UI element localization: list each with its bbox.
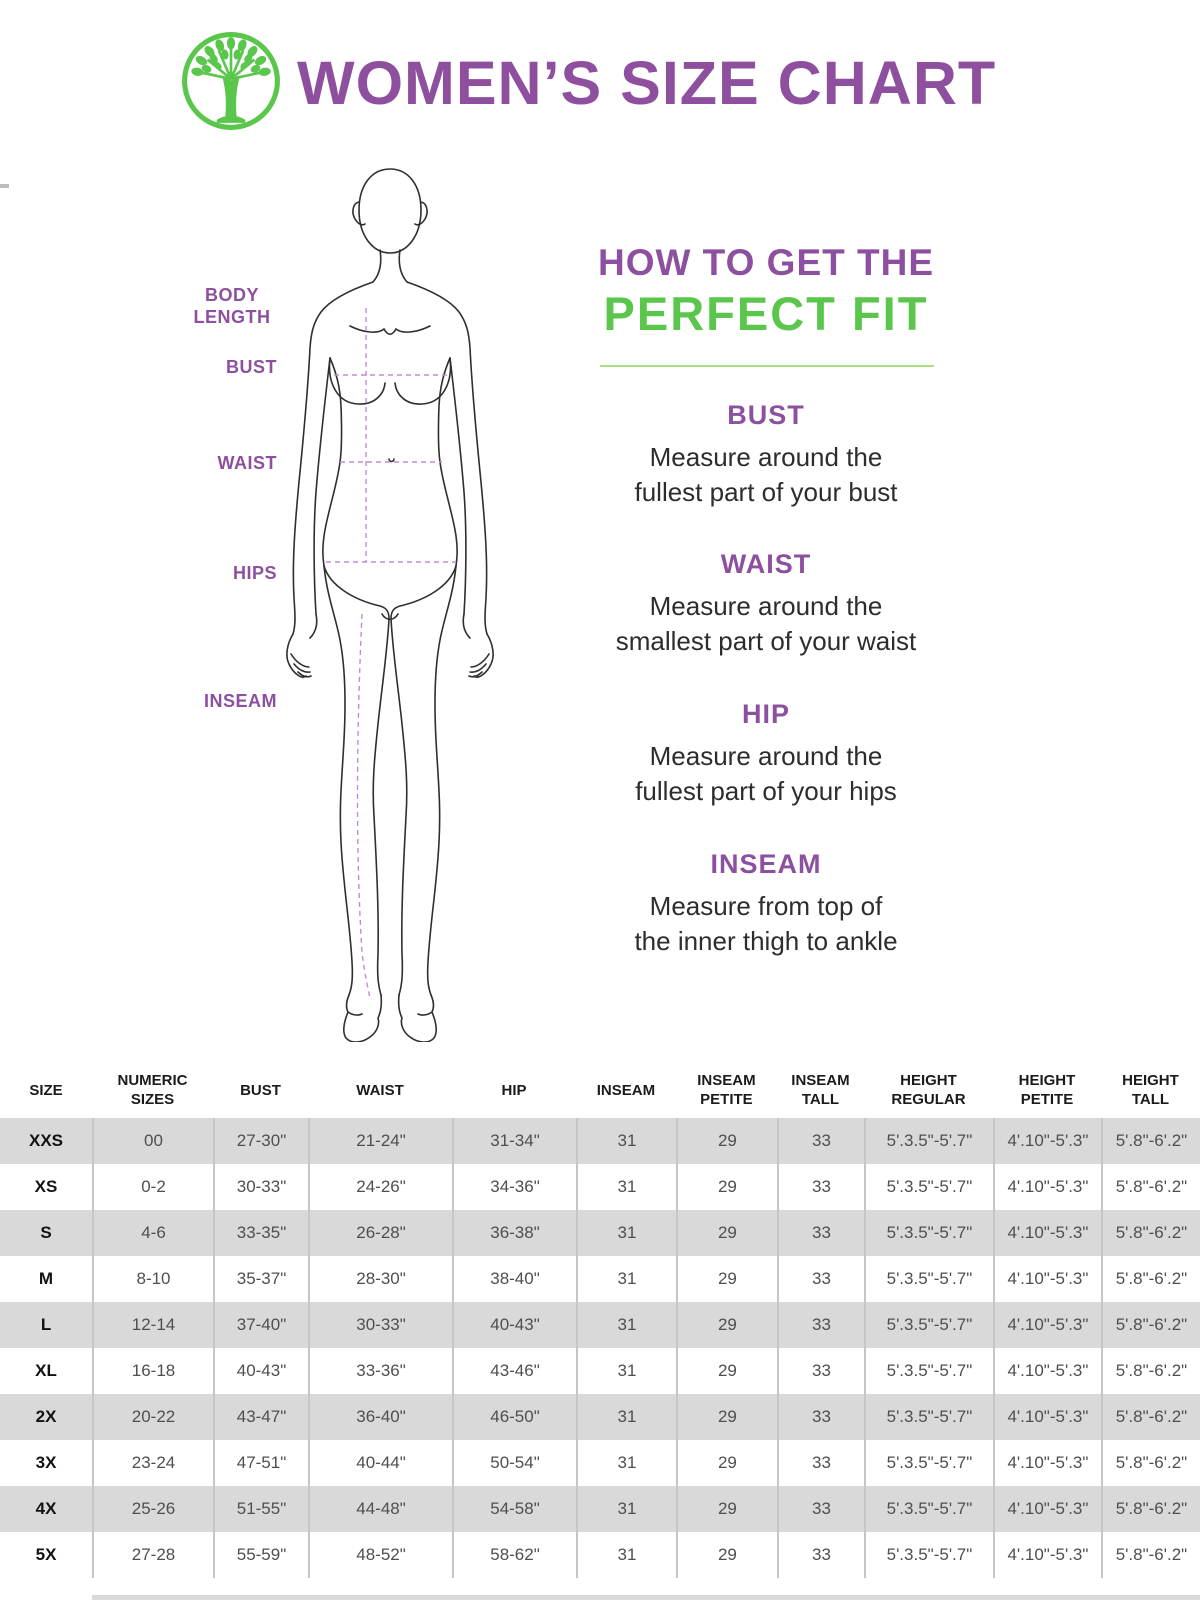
table-cell: 33 bbox=[777, 1394, 864, 1440]
column-header-numeric-sizes: NUMERIC SIZES bbox=[117, 1072, 188, 1108]
table-cell: 23-24 bbox=[92, 1440, 213, 1486]
table-cell: 33 bbox=[777, 1486, 864, 1532]
table-cell: 29 bbox=[676, 1348, 777, 1394]
green-divider-line bbox=[600, 365, 934, 367]
section-text: Measure around the bbox=[649, 591, 883, 621]
table-row-xxs bbox=[0, 1118, 1200, 1164]
table-cell: 46-50" bbox=[452, 1394, 576, 1440]
table-cell: 5'.3.5"-5'.7" bbox=[864, 1486, 993, 1532]
figure-label-hips: HIPS bbox=[232, 563, 277, 583]
tree-logo-icon bbox=[180, 30, 282, 132]
table-cell: 29 bbox=[676, 1164, 777, 1210]
size-label: XS bbox=[34, 1177, 58, 1196]
section-text: Measure around the bbox=[649, 741, 883, 771]
table-cell: 43-47" bbox=[213, 1394, 308, 1440]
table-cell: 5'.3.5"-5'.7" bbox=[864, 1210, 993, 1256]
table-cell: 4-6 bbox=[92, 1210, 213, 1256]
table-cell: 5'.8"-6'.2" bbox=[1101, 1348, 1200, 1394]
table-cell: 5'.8"-6'.2" bbox=[1101, 1164, 1200, 1210]
column-header-height-regular: HEIGHT REGULAR bbox=[891, 1072, 966, 1108]
table-cell: 29 bbox=[676, 1532, 777, 1578]
table-cell: 4'.10"-5'.3" bbox=[993, 1394, 1101, 1440]
section-title: WAIST bbox=[720, 549, 812, 579]
table-cell: 30-33" bbox=[308, 1302, 452, 1348]
table-cell: 33 bbox=[777, 1118, 864, 1164]
table-cell: 5'.3.5"-5'.7" bbox=[864, 1164, 993, 1210]
size-label: M bbox=[38, 1269, 54, 1288]
table-cell: 24-26" bbox=[308, 1164, 452, 1210]
table-cell: 29 bbox=[676, 1394, 777, 1440]
table-cell: 31 bbox=[576, 1118, 676, 1164]
fit-guide-heading-line2: PERFECT FIT bbox=[603, 287, 929, 340]
table-cell: 31 bbox=[576, 1256, 676, 1302]
table-cell: 5'.3.5"-5'.7" bbox=[864, 1348, 993, 1394]
table-cell: 44-48" bbox=[308, 1486, 452, 1532]
table-row-s bbox=[0, 1210, 1200, 1256]
table-cell: 31 bbox=[576, 1302, 676, 1348]
table-row-l bbox=[0, 1302, 1200, 1348]
table-cell: 48-52" bbox=[308, 1532, 452, 1578]
figure-label-inseam: INSEAM bbox=[203, 691, 277, 711]
table-cell: 00 bbox=[92, 1118, 213, 1164]
table-bottom-strip bbox=[92, 1595, 1200, 1600]
table-row-3x bbox=[0, 1440, 1200, 1486]
table-cell: 29 bbox=[676, 1210, 777, 1256]
table-cell: 28-30" bbox=[308, 1256, 452, 1302]
table-cell: 16-18 bbox=[92, 1348, 213, 1394]
table-cell: 5'.8"-6'.2" bbox=[1101, 1302, 1200, 1348]
table-cell: 29 bbox=[676, 1118, 777, 1164]
section-title: BUST bbox=[727, 400, 805, 430]
table-cell: 4'.10"-5'.3" bbox=[993, 1532, 1101, 1578]
table-cell: 29 bbox=[676, 1486, 777, 1532]
table-cell: 26-28" bbox=[308, 1210, 452, 1256]
size-label: S bbox=[40, 1223, 52, 1242]
section-text: fullest part of your bust bbox=[634, 477, 898, 507]
table-cell: 4'.10"-5'.3" bbox=[993, 1118, 1101, 1164]
size-label: XXS bbox=[29, 1131, 64, 1150]
table-cell: 38-40" bbox=[452, 1256, 576, 1302]
table-cell: 33-36" bbox=[308, 1348, 452, 1394]
table-cell: 30-33" bbox=[213, 1164, 308, 1210]
table-cell: 4'.10"-5'.3" bbox=[993, 1440, 1101, 1486]
table-cell: 4'.10"-5'.3" bbox=[993, 1210, 1101, 1256]
figure-label-bust: BUST bbox=[226, 357, 277, 377]
table-row-5x bbox=[0, 1532, 1200, 1578]
table-row-m bbox=[0, 1256, 1200, 1302]
table-cell: 40-44" bbox=[308, 1440, 452, 1486]
table-body bbox=[0, 1118, 1200, 1578]
column-header-height-petite: HEIGHT PETITE bbox=[1018, 1072, 1076, 1108]
table-cell: 31 bbox=[576, 1532, 676, 1578]
table-cell: 20-22 bbox=[92, 1394, 213, 1440]
table-cell: 33 bbox=[777, 1302, 864, 1348]
table-cell: 33 bbox=[777, 1532, 864, 1578]
column-header-size: SIZE bbox=[29, 1081, 63, 1099]
table-cell: 54-58" bbox=[452, 1486, 576, 1532]
table-cell: 5'.8"-6'.2" bbox=[1101, 1532, 1200, 1578]
table-cell: 40-43" bbox=[452, 1302, 576, 1348]
table-cell: 31-34" bbox=[452, 1118, 576, 1164]
table-cell: 34-36" bbox=[452, 1164, 576, 1210]
inseam-measure-line bbox=[357, 614, 370, 998]
table-cell: 27-30" bbox=[213, 1118, 308, 1164]
table-cell: 33 bbox=[777, 1348, 864, 1394]
column-header-inseam-tall: INSEAM TALL bbox=[791, 1072, 850, 1108]
table-cell: 31 bbox=[576, 1440, 676, 1486]
table-cell: 55-59" bbox=[213, 1532, 308, 1578]
column-header-waist: WAIST bbox=[356, 1081, 404, 1099]
figure-label-body-length: BODY LENGTH bbox=[193, 285, 271, 327]
table-cell: 35-37" bbox=[213, 1256, 308, 1302]
table-header-row bbox=[0, 1062, 1200, 1118]
section-text: the inner thigh to ankle bbox=[634, 926, 898, 956]
table-cell: 4'.10"-5'.3" bbox=[993, 1348, 1101, 1394]
table-cell: 5'.8"-6'.2" bbox=[1101, 1394, 1200, 1440]
table-row-xl bbox=[0, 1348, 1200, 1394]
table-cell: 0-2 bbox=[92, 1164, 213, 1210]
page-title: WOMEN’S SIZE CHART bbox=[297, 49, 997, 117]
table-cell: 4'.10"-5'.3" bbox=[993, 1486, 1101, 1532]
table-cell: 5'.3.5"-5'.7" bbox=[864, 1532, 993, 1578]
table-cell: 5'.3.5"-5'.7" bbox=[864, 1256, 993, 1302]
size-label: 3X bbox=[35, 1453, 57, 1472]
table-cell: 8-10 bbox=[92, 1256, 213, 1302]
column-header-inseam: INSEAM bbox=[596, 1081, 656, 1099]
table-cell: 5'.3.5"-5'.7" bbox=[864, 1440, 993, 1486]
table-cell: 31 bbox=[576, 1486, 676, 1532]
table-cell: 29 bbox=[676, 1302, 777, 1348]
table-cell: 25-26 bbox=[92, 1486, 213, 1532]
table-row-4x bbox=[0, 1486, 1200, 1532]
section-title: INSEAM bbox=[710, 849, 822, 879]
left-edge-mark bbox=[0, 184, 9, 188]
table-cell: 5'.8"-6'.2" bbox=[1101, 1486, 1200, 1532]
section-text: Measure around the bbox=[649, 442, 883, 472]
figure-label-waist: WAIST bbox=[217, 453, 277, 473]
table-cell: 5'.8"-6'.2" bbox=[1101, 1210, 1200, 1256]
table-cell: 33 bbox=[777, 1256, 864, 1302]
table-cell: 5'.3.5"-5'.7" bbox=[864, 1394, 993, 1440]
table-cell: 31 bbox=[576, 1210, 676, 1256]
table-cell: 4'.10"-5'.3" bbox=[993, 1164, 1101, 1210]
table-cell: 29 bbox=[676, 1256, 777, 1302]
column-header-height-tall: HEIGHT TALL bbox=[1122, 1072, 1179, 1108]
table-cell: 4'.10"-5'.3" bbox=[993, 1302, 1101, 1348]
size-label: 4X bbox=[35, 1499, 57, 1518]
fit-section-hip bbox=[520, 699, 1012, 809]
section-title: HIP bbox=[741, 699, 790, 729]
body-figure-illustration bbox=[278, 162, 518, 1042]
table-row-2x bbox=[0, 1394, 1200, 1440]
size-table bbox=[0, 1062, 1200, 1578]
table-cell: 21-24" bbox=[308, 1118, 452, 1164]
table-row-xs bbox=[0, 1164, 1200, 1210]
size-label: XL bbox=[35, 1361, 57, 1380]
table-cell: 31 bbox=[576, 1348, 676, 1394]
size-label: 2X bbox=[35, 1407, 57, 1426]
column-header-hip: HIP bbox=[501, 1081, 527, 1099]
table-cell: 5'.8"-6'.2" bbox=[1101, 1440, 1200, 1486]
fit-section-bust bbox=[520, 400, 1012, 510]
table-cell: 43-46" bbox=[452, 1348, 576, 1394]
table-cell: 33 bbox=[777, 1210, 864, 1256]
table-cell: 37-40" bbox=[213, 1302, 308, 1348]
table-cell: 5'.3.5"-5'.7" bbox=[864, 1302, 993, 1348]
column-header-inseam-petite: INSEAM PETITE bbox=[697, 1072, 756, 1108]
table-cell: 58-62" bbox=[452, 1532, 576, 1578]
table-cell: 40-43" bbox=[213, 1348, 308, 1394]
table-cell: 33 bbox=[777, 1164, 864, 1210]
fit-section-waist bbox=[520, 549, 1012, 659]
table-cell: 4'.10"-5'.3" bbox=[993, 1256, 1101, 1302]
table-cell: 27-28 bbox=[92, 1532, 213, 1578]
column-header-bust: BUST bbox=[240, 1081, 281, 1099]
table-cell: 50-54" bbox=[452, 1440, 576, 1486]
table-cell: 31 bbox=[576, 1394, 676, 1440]
table-cell: 51-55" bbox=[213, 1486, 308, 1532]
table-cell: 33 bbox=[777, 1440, 864, 1486]
table-cell: 31 bbox=[576, 1164, 676, 1210]
table-cell: 5'.3.5"-5'.7" bbox=[864, 1118, 993, 1164]
table-cell: 5'.8"-6'.2" bbox=[1101, 1256, 1200, 1302]
fit-guide-heading-line1: HOW TO GET THE bbox=[597, 242, 935, 283]
table-cell: 12-14 bbox=[92, 1302, 213, 1348]
fit-guide-heading bbox=[560, 242, 972, 341]
table-cell: 47-51" bbox=[213, 1440, 308, 1486]
size-label: L bbox=[40, 1315, 52, 1334]
table-cell: 33-35" bbox=[213, 1210, 308, 1256]
section-text: Measure from top of bbox=[649, 891, 883, 921]
table-cell: 29 bbox=[676, 1440, 777, 1486]
fit-section-inseam bbox=[520, 849, 1012, 959]
size-label: 5X bbox=[35, 1545, 57, 1564]
table-cell: 36-40" bbox=[308, 1394, 452, 1440]
table-cell: 5'.8"-6'.2" bbox=[1101, 1118, 1200, 1164]
section-text: fullest part of your hips bbox=[635, 776, 897, 806]
table-cell: 36-38" bbox=[452, 1210, 576, 1256]
section-text: smallest part of your waist bbox=[615, 626, 917, 656]
